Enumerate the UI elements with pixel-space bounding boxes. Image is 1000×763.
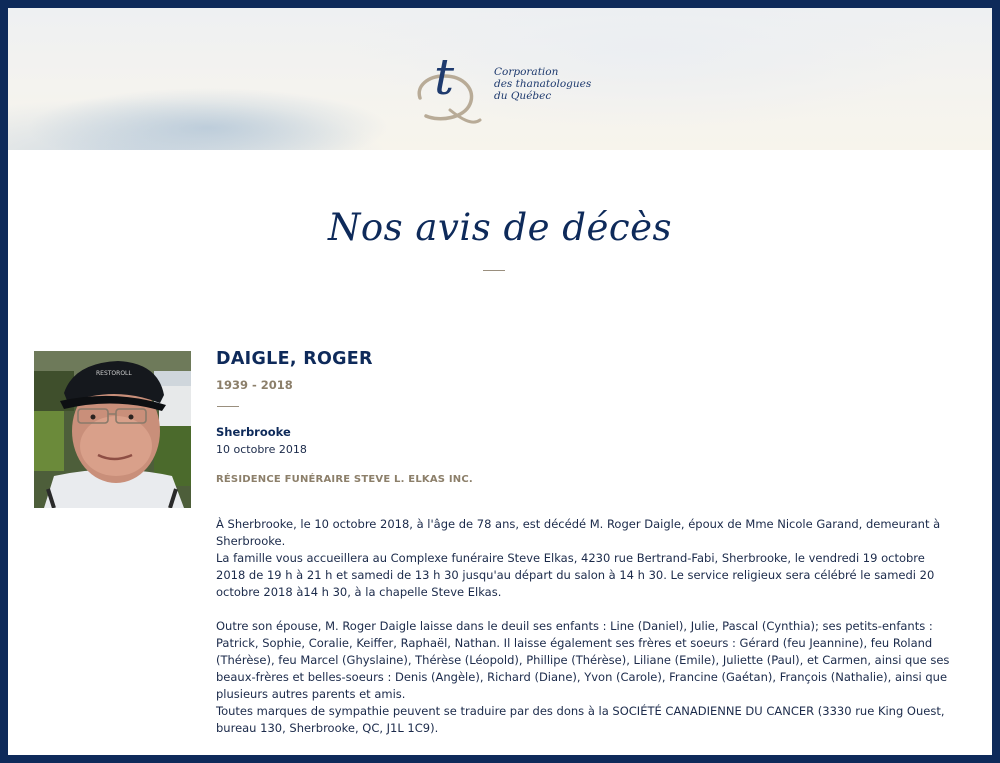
city: Sherbrooke [216, 425, 291, 439]
logo-letter: t [434, 48, 455, 106]
corporation-logo[interactable] [414, 46, 594, 126]
org-line-3: du Québec [494, 90, 552, 102]
life-years: 1939 - 2018 [216, 378, 293, 392]
logo-text [494, 66, 591, 102]
death-date: 10 octobre 2018 [216, 443, 307, 456]
deceased-photo [34, 351, 191, 508]
obituary-paragraph: Outre son épouse, M. Roger Daigle laisse dans le deuil ses enfants : Line (Daniel), Julie, Pascal (Cynthia); ses petits-enfants : Patrick, Sophie, Coralie, Keiffer, Raphaël, Nathan. Il laisse également ses frères et soeurs : Gérard (feu Jeannine), feu Roland (Thérèse), feu Marcel (Ghyslaine), Thérèse (Léopold), Phillipe (Thérèse), Liliane (Emile), Juliette (Paul), et Carmen, ainsi que ses beaux-frères et belles-soeurs : Denis (Angèle), Richard (Diane), Yvon (Carole), Francine (Gaétan), François (Nathalie), ainsi que plusieurs autres parents et amis. [216, 619, 950, 701]
portrait-image [34, 351, 191, 508]
obituary-paragraph: Toutes marques de sympathie peuvent se traduire par des dons à la SOCIÉTÉ CANADIENNE DU CANCER (3330 rue King Ouest, bureau 130, Sherbrooke, QC, J1L 1C9). [216, 704, 945, 735]
svg-text:RESTOROLL: RESTOROLL [96, 370, 132, 377]
obituary-paragraph: À Sherbrooke, le 10 octobre 2018, à l'âge de 78 ans, est décédé M. Roger Daigle, époux de Mme Nicole Garand, demeurant à Sherbrooke. [216, 517, 941, 548]
deceased-name[interactable]: DAIGLE, ROGER [216, 349, 373, 369]
org-line-2: des thanatologues [494, 78, 592, 90]
thanatologues-logo-icon [414, 46, 486, 124]
org-line-1: Corporation [494, 66, 559, 78]
header-banner [8, 8, 992, 150]
title-divider [483, 270, 505, 271]
funeral-home[interactable]: RÉSIDENCE FUNÉRAIRE STEVE L. ELKAS INC. [216, 474, 473, 485]
page-title: Nos avis de décès [328, 206, 672, 249]
name-divider [217, 406, 239, 407]
obituary-paragraph: La famille vous accueillera au Complexe funéraire Steve Elkas, 4230 rue Bertrand-Fabi, Sherbrooke, le vendredi 19 octobre 2018 de 19 h à 21 h et samedi de 13 h 30 jusqu'au départ du salon à 14 h 30. Le service religieux sera célébré le samedi 20 octobre 2018 à14 h 30, à la chapelle Steve Elkas. [216, 551, 935, 599]
